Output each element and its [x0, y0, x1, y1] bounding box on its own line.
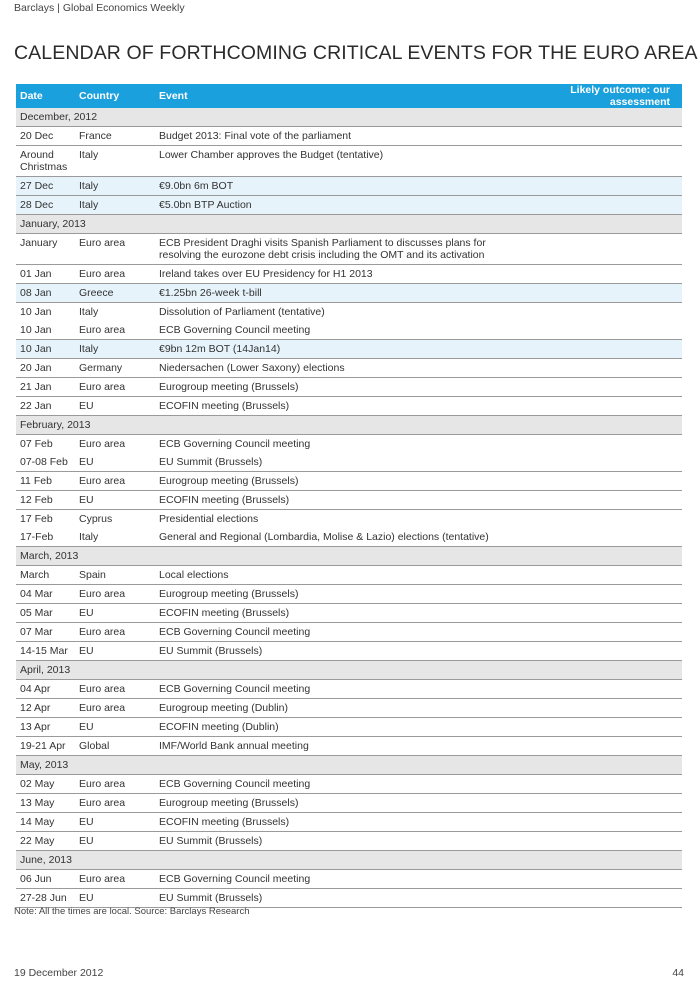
cell-outcome	[511, 146, 682, 177]
cell-outcome	[511, 510, 682, 529]
cell-outcome	[511, 794, 682, 813]
cell-country: EU	[75, 397, 155, 416]
running-head: Barclays | Global Economics Weekly	[14, 2, 185, 14]
table-row	[16, 604, 682, 623]
table-row	[16, 566, 682, 585]
table-row	[16, 284, 682, 303]
section-row	[16, 661, 682, 680]
cell-date: 27-28 Jun	[16, 889, 75, 908]
cell-country: EU	[75, 453, 155, 472]
cell-event: ECOFIN meeting (Brussels)	[155, 604, 511, 623]
cell-event: ECB Governing Council meeting	[155, 321, 511, 340]
cell-date: 28 Dec	[16, 196, 75, 215]
cell-country: EU	[75, 832, 155, 851]
table-row	[16, 642, 682, 661]
cell-country: Germany	[75, 359, 155, 378]
cell-date: Around Christmas	[16, 146, 75, 177]
header-row	[16, 84, 682, 108]
cell-outcome	[511, 813, 682, 832]
table-row	[16, 510, 682, 529]
cell-event: ECB Governing Council meeting	[155, 623, 511, 642]
cell-outcome	[511, 284, 682, 303]
table-row	[16, 359, 682, 378]
cell-date: 12 Feb	[16, 491, 75, 510]
section-label: April, 2013	[16, 661, 682, 680]
cell-outcome	[511, 127, 682, 146]
cell-date: 01 Jan	[16, 265, 75, 284]
cell-country: Euro area	[75, 472, 155, 491]
cell-outcome	[511, 566, 682, 585]
cell-country: Euro area	[75, 794, 155, 813]
cell-outcome	[511, 718, 682, 737]
cell-date: January	[16, 234, 75, 265]
cell-event: €9.0bn 6m BOT	[155, 177, 511, 196]
cell-country: Italy	[75, 303, 155, 322]
section-row	[16, 756, 682, 775]
section-label: December, 2012	[16, 108, 682, 127]
cell-outcome	[511, 491, 682, 510]
cell-outcome	[511, 378, 682, 397]
cell-date: 07 Feb	[16, 435, 75, 454]
cell-outcome	[511, 585, 682, 604]
cell-event: ECB Governing Council meeting	[155, 775, 511, 794]
cell-country: Euro area	[75, 234, 155, 265]
cell-country: Italy	[75, 177, 155, 196]
cell-country: Italy	[75, 528, 155, 547]
cell-country: Cyprus	[75, 510, 155, 529]
cell-outcome	[511, 265, 682, 284]
cell-country: Euro area	[75, 321, 155, 340]
cell-event: EU Summit (Brussels)	[155, 453, 511, 472]
cell-outcome	[511, 680, 682, 699]
cell-country: France	[75, 127, 155, 146]
cell-date: 07 Mar	[16, 623, 75, 642]
cell-date: 08 Jan	[16, 284, 75, 303]
table-row	[16, 813, 682, 832]
cell-outcome	[511, 889, 682, 908]
cell-country: Euro area	[75, 265, 155, 284]
cell-country: EU	[75, 604, 155, 623]
column-header-country: Country	[75, 84, 155, 108]
table-row	[16, 435, 682, 454]
cell-event: €1.25bn 26-week t-bill	[155, 284, 511, 303]
table-row	[16, 340, 682, 359]
cell-event: ECOFIN meeting (Dublin)	[155, 718, 511, 737]
cell-event: Eurogroup meeting (Brussels)	[155, 585, 511, 604]
table-row	[16, 177, 682, 196]
table-row	[16, 453, 682, 472]
section-label: February, 2013	[16, 416, 682, 435]
cell-outcome	[511, 397, 682, 416]
cell-outcome	[511, 435, 682, 454]
cell-event: ECOFIN meeting (Brussels)	[155, 491, 511, 510]
cell-country: EU	[75, 491, 155, 510]
cell-outcome	[511, 604, 682, 623]
cell-date: 27 Dec	[16, 177, 75, 196]
events-table-container	[16, 84, 682, 908]
cell-event: Dissolution of Parliament (tentative)	[155, 303, 511, 322]
cell-event: ECOFIN meeting (Brussels)	[155, 397, 511, 416]
cell-country: Euro area	[75, 435, 155, 454]
cell-date: 17 Feb	[16, 510, 75, 529]
cell-event: EU Summit (Brussels)	[155, 832, 511, 851]
cell-date: 07-08 Feb	[16, 453, 75, 472]
cell-country: Global	[75, 737, 155, 756]
cell-date: 22 Jan	[16, 397, 75, 416]
cell-date: 20 Dec	[16, 127, 75, 146]
cell-outcome	[511, 321, 682, 340]
table-row	[16, 378, 682, 397]
cell-event: ECB Governing Council meeting	[155, 870, 511, 889]
section-row	[16, 547, 682, 566]
cell-country: EU	[75, 642, 155, 661]
table-row	[16, 623, 682, 642]
table-row	[16, 397, 682, 416]
cell-date: 05 Mar	[16, 604, 75, 623]
section-row	[16, 108, 682, 127]
cell-event: Ireland takes over EU Presidency for H1 2013	[155, 265, 511, 284]
table-row	[16, 737, 682, 756]
cell-country: EU	[75, 718, 155, 737]
cell-event: Lower Chamber approves the Budget (tentative)	[155, 146, 511, 177]
cell-date: March	[16, 566, 75, 585]
cell-outcome	[511, 234, 682, 265]
cell-outcome	[511, 623, 682, 642]
cell-date: 20 Jan	[16, 359, 75, 378]
table-row	[16, 585, 682, 604]
cell-country: EU	[75, 889, 155, 908]
section-row	[16, 215, 682, 234]
table-row	[16, 491, 682, 510]
cell-country: Euro area	[75, 378, 155, 397]
cell-event: €9bn 12m BOT (14Jan14)	[155, 340, 511, 359]
cell-event: Eurogroup meeting (Dublin)	[155, 699, 511, 718]
section-label: May, 2013	[16, 756, 682, 775]
table-note: Note: All the times are local. Source: Barclays Research	[14, 906, 250, 917]
cell-country: Italy	[75, 146, 155, 177]
cell-outcome	[511, 775, 682, 794]
cell-outcome	[511, 359, 682, 378]
cell-event: EU Summit (Brussels)	[155, 642, 511, 661]
cell-outcome	[511, 303, 682, 322]
cell-country: EU	[75, 813, 155, 832]
cell-date: 02 May	[16, 775, 75, 794]
table-row	[16, 472, 682, 491]
cell-outcome	[511, 340, 682, 359]
cell-event: ECB President Draghi visits Spanish Parliament to discusses plans for resolving the eurozone debt crisis including the OMT and its activation	[155, 234, 511, 265]
section-row	[16, 416, 682, 435]
table-row	[16, 303, 682, 322]
cell-outcome	[511, 737, 682, 756]
cell-event: Eurogroup meeting (Brussels)	[155, 794, 511, 813]
cell-event: Presidential elections	[155, 510, 511, 529]
cell-outcome	[511, 177, 682, 196]
column-header-date: Date	[16, 84, 75, 108]
cell-country: Euro area	[75, 680, 155, 699]
cell-country: Spain	[75, 566, 155, 585]
cell-event: EU Summit (Brussels)	[155, 889, 511, 908]
table-row	[16, 127, 682, 146]
section-row	[16, 851, 682, 870]
table-row	[16, 870, 682, 889]
cell-event: ECB Governing Council meeting	[155, 435, 511, 454]
cell-country: Italy	[75, 196, 155, 215]
cell-outcome	[511, 642, 682, 661]
cell-outcome	[511, 528, 682, 547]
table-row	[16, 265, 682, 284]
cell-event: IMF/World Bank annual meeting	[155, 737, 511, 756]
cell-outcome	[511, 699, 682, 718]
cell-country: Euro area	[75, 623, 155, 642]
cell-event: ECB Governing Council meeting	[155, 680, 511, 699]
column-header-event: Event	[155, 84, 511, 108]
cell-outcome	[511, 472, 682, 491]
cell-date: 04 Apr	[16, 680, 75, 699]
table-row	[16, 680, 682, 699]
table-row	[16, 321, 682, 340]
cell-event: ECOFIN meeting (Brussels)	[155, 813, 511, 832]
cell-date: 10 Jan	[16, 303, 75, 322]
table-row	[16, 718, 682, 737]
footer-date: 19 December 2012	[14, 967, 104, 979]
cell-event: Local elections	[155, 566, 511, 585]
column-header-outcome: Likely outcome: our assessment	[511, 84, 682, 108]
cell-event: Eurogroup meeting (Brussels)	[155, 378, 511, 397]
cell-date: 14 May	[16, 813, 75, 832]
table-row	[16, 146, 682, 177]
cell-date: 10 Jan	[16, 321, 75, 340]
cell-date: 12 Apr	[16, 699, 75, 718]
cell-country: Euro area	[75, 699, 155, 718]
cell-event: €5.0bn BTP Auction	[155, 196, 511, 215]
cell-date: 11 Feb	[16, 472, 75, 491]
cell-outcome	[511, 870, 682, 889]
cell-outcome	[511, 832, 682, 851]
table-row	[16, 234, 682, 265]
cell-event: Eurogroup meeting (Brussels)	[155, 472, 511, 491]
cell-date: 10 Jan	[16, 340, 75, 359]
table-body	[16, 108, 682, 908]
cell-event: Budget 2013: Final vote of the parliament	[155, 127, 511, 146]
table-row	[16, 889, 682, 908]
page-title: CALENDAR OF FORTHCOMING CRITICAL EVENTS FOR THE EURO AREA	[14, 42, 698, 64]
table-header	[16, 84, 682, 108]
cell-date: 17-Feb	[16, 528, 75, 547]
events-table	[16, 84, 682, 908]
cell-date: 06 Jun	[16, 870, 75, 889]
cell-country: Euro area	[75, 775, 155, 794]
cell-event: Niedersachen (Lower Saxony) elections	[155, 359, 511, 378]
cell-date: 14-15 Mar	[16, 642, 75, 661]
cell-country: Euro area	[75, 585, 155, 604]
cell-country: Greece	[75, 284, 155, 303]
cell-date: 13 Apr	[16, 718, 75, 737]
cell-date: 22 May	[16, 832, 75, 851]
table-row	[16, 775, 682, 794]
table-row	[16, 699, 682, 718]
cell-outcome	[511, 196, 682, 215]
section-label: January, 2013	[16, 215, 682, 234]
section-label: June, 2013	[16, 851, 682, 870]
cell-date: 04 Mar	[16, 585, 75, 604]
table-row	[16, 528, 682, 547]
cell-date: 13 May	[16, 794, 75, 813]
table-row	[16, 196, 682, 215]
table-row	[16, 794, 682, 813]
table-row	[16, 832, 682, 851]
cell-event: General and Regional (Lombardia, Molise & Lazio) elections (tentative)	[155, 528, 511, 547]
cell-country: Italy	[75, 340, 155, 359]
cell-date: 21 Jan	[16, 378, 75, 397]
cell-date: 19-21 Apr	[16, 737, 75, 756]
cell-country: Euro area	[75, 870, 155, 889]
section-label: March, 2013	[16, 547, 682, 566]
page-number: 44	[672, 967, 684, 979]
cell-outcome	[511, 453, 682, 472]
